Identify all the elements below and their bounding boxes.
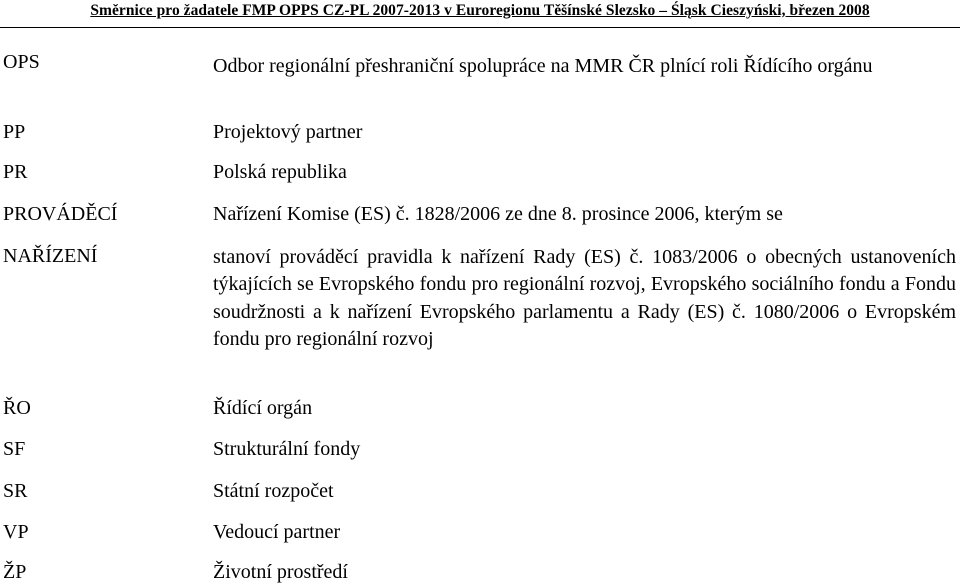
abbreviation-provadeci: PROVÁDĚCÍ	[3, 203, 118, 225]
definition-ro: Řídící orgán	[213, 397, 313, 419]
abbreviation-vp: VP	[3, 521, 29, 543]
definition-pr: Polská republika	[213, 161, 347, 183]
header-rule	[0, 27, 960, 28]
abbreviation-pp: PP	[3, 121, 26, 143]
abbreviation-sf: SF	[3, 438, 26, 460]
definition-vp: Vedoucí partner	[213, 521, 341, 543]
abbreviation-narizeni: NAŘÍZENÍ	[3, 245, 98, 267]
abbreviation-ro: ŘO	[3, 397, 31, 419]
page-header: Směrnice pro žadatele FMP OPPS CZ-PL 2007-2013 v Euroregionu Těšínské Slezsko – Śląsk Cieszyński, březen 2008	[90, 2, 870, 19]
definition-pp: Projektový partner	[213, 121, 363, 143]
abbreviation-pr: PR	[3, 161, 28, 183]
definition-sf: Strukturální fondy	[213, 438, 361, 460]
definition-zp: Životní prostředí	[213, 561, 348, 583]
definition-provadeci: Nařízení Komise (ES) č. 1828/2006 ze dne 8. prosince 2006, kterým se	[213, 203, 783, 225]
definition-narizeni: stanoví prováděcí pravidla k nařízení Rady (ES) č. 1083/2006 o obecných ustanoveních týkajících se Evropského fondu pro regionální rozvoj, Evropského sociálního fondu a Fondu soudržnosti a k nařízení Evropského parlamentu a Rady (ES) č. 1080/2006 o Evropském fondu pro regionální rozvoj	[213, 246, 956, 350]
definition-sr: Státní rozpočet	[213, 480, 334, 502]
definition-ops: Odbor regionální přeshraniční spolupráce na MMR ČR plnící roli Řídícího orgánu	[213, 55, 873, 77]
abbreviation-ops: OPS	[3, 51, 40, 73]
abbreviation-sr: SR	[3, 480, 28, 502]
abbreviation-zp: ŽP	[3, 561, 27, 583]
